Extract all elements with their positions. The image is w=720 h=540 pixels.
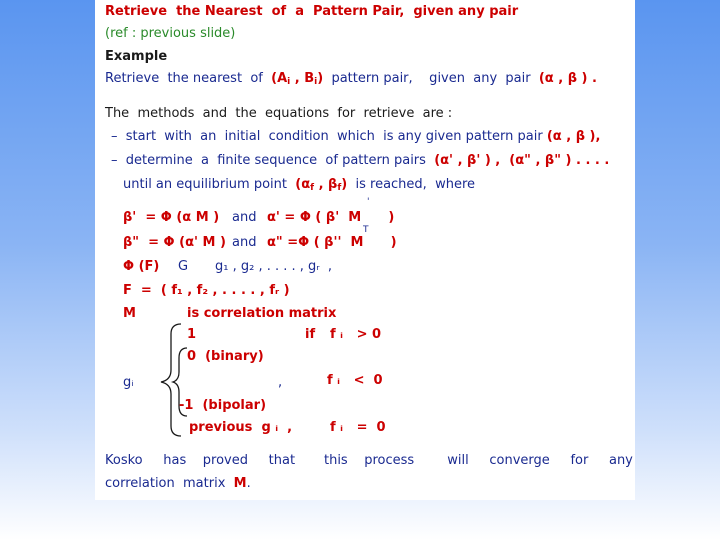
f-vector: F = ( f₁ , f₂ , . . . . , fᵣ ) <box>123 283 290 298</box>
case-2-comma: , <box>278 375 283 390</box>
slide-content <box>95 0 635 500</box>
kosko-line-1: Kosko has proved that this process will converge for any <box>105 453 633 468</box>
f-close: ) <box>341 177 348 192</box>
case-1-condition: f ᵢ > 0 <box>330 327 382 342</box>
case-2-condition: f ᵢ < 0 <box>327 373 383 388</box>
until-line <box>123 177 475 193</box>
case-4-condition: f ᵢ = 0 <box>330 420 386 435</box>
sub-f2: f <box>337 183 342 193</box>
equation-2-lhs: β" = Φ (α' M ) <box>123 235 226 250</box>
case-1-if: if <box>305 327 316 342</box>
g-i-label: gᵢ <box>123 375 134 390</box>
sequence-pairs: (α' , β' ) , (α" , β" ) . . . . <box>434 153 610 168</box>
sub-i: i <box>287 77 291 87</box>
matrix-m: M <box>233 476 247 491</box>
bullet-determine <box>111 153 609 168</box>
g-label: G <box>178 259 189 274</box>
case-4-value: previous g ᵢ , <box>189 420 293 435</box>
until-text2: is reached, where <box>347 177 475 192</box>
equation-2-and: and <box>232 235 257 250</box>
m-description: is correlation matrix <box>187 306 337 321</box>
sub-i2: i <box>314 77 318 87</box>
retrieve-text: Retrieve the nearest of <box>105 71 272 86</box>
bullet-start-text: – start with an initial condition which is any given pattern pair <box>111 129 547 144</box>
case-1-value: 1 <box>187 327 197 342</box>
kosko-period: . <box>246 476 251 491</box>
case-2-value: 0 (binary) <box>187 349 264 364</box>
sub-f: f <box>310 183 315 193</box>
ab-pair <box>271 71 323 86</box>
m-label: M <box>123 306 136 321</box>
case-3-value: -1 (bipolar) <box>179 398 267 413</box>
retrieve-text2: pattern pair, given any pair <box>323 71 539 86</box>
cases-brace <box>153 320 193 438</box>
slide-title: Retrieve the Nearest of a Pattern Pair, given any pair <box>105 4 519 19</box>
kosko-line-2 <box>105 476 251 491</box>
example-heading: Example <box>105 49 168 64</box>
ref-note: (ref : previous slide) <box>105 26 236 41</box>
ab-comma: , B <box>290 71 315 86</box>
equation-1-lhs: β' = Φ (α M ) <box>123 210 220 225</box>
methods-heading: The methods and the equations for retrieve are : <box>105 106 453 121</box>
initial-pair: (α , β ), <box>546 129 601 144</box>
bullet-determine-text: – determine a finite sequence of pattern pairs <box>111 153 435 168</box>
equation-1-rhs: α' = Φ ( β' M ) <box>267 210 395 225</box>
phi-label: Φ (F) <box>123 259 160 274</box>
eq2-superscript: T <box>363 225 369 235</box>
f-comma: , β <box>314 177 338 192</box>
ab-open: (A <box>271 71 288 86</box>
ab-close: ) <box>317 71 324 86</box>
equation-1-and: and <box>232 210 257 225</box>
kosko-line-2-text: correlation matrix <box>105 476 234 491</box>
f-pair <box>295 177 347 192</box>
g-sequence: g₁ , g₂ , . . . . , gᵣ , <box>215 259 333 274</box>
eq1-superscript: ' <box>367 197 370 207</box>
retrieve-line <box>105 71 597 87</box>
until-text: until an equilibrium point <box>123 177 296 192</box>
f-open: (α <box>295 177 311 192</box>
equation-2-rhs: α" =Φ ( β'' M ) <box>267 235 397 250</box>
bullet-start <box>111 129 600 144</box>
alpha-beta-pair: (α , β ) . <box>538 71 597 86</box>
